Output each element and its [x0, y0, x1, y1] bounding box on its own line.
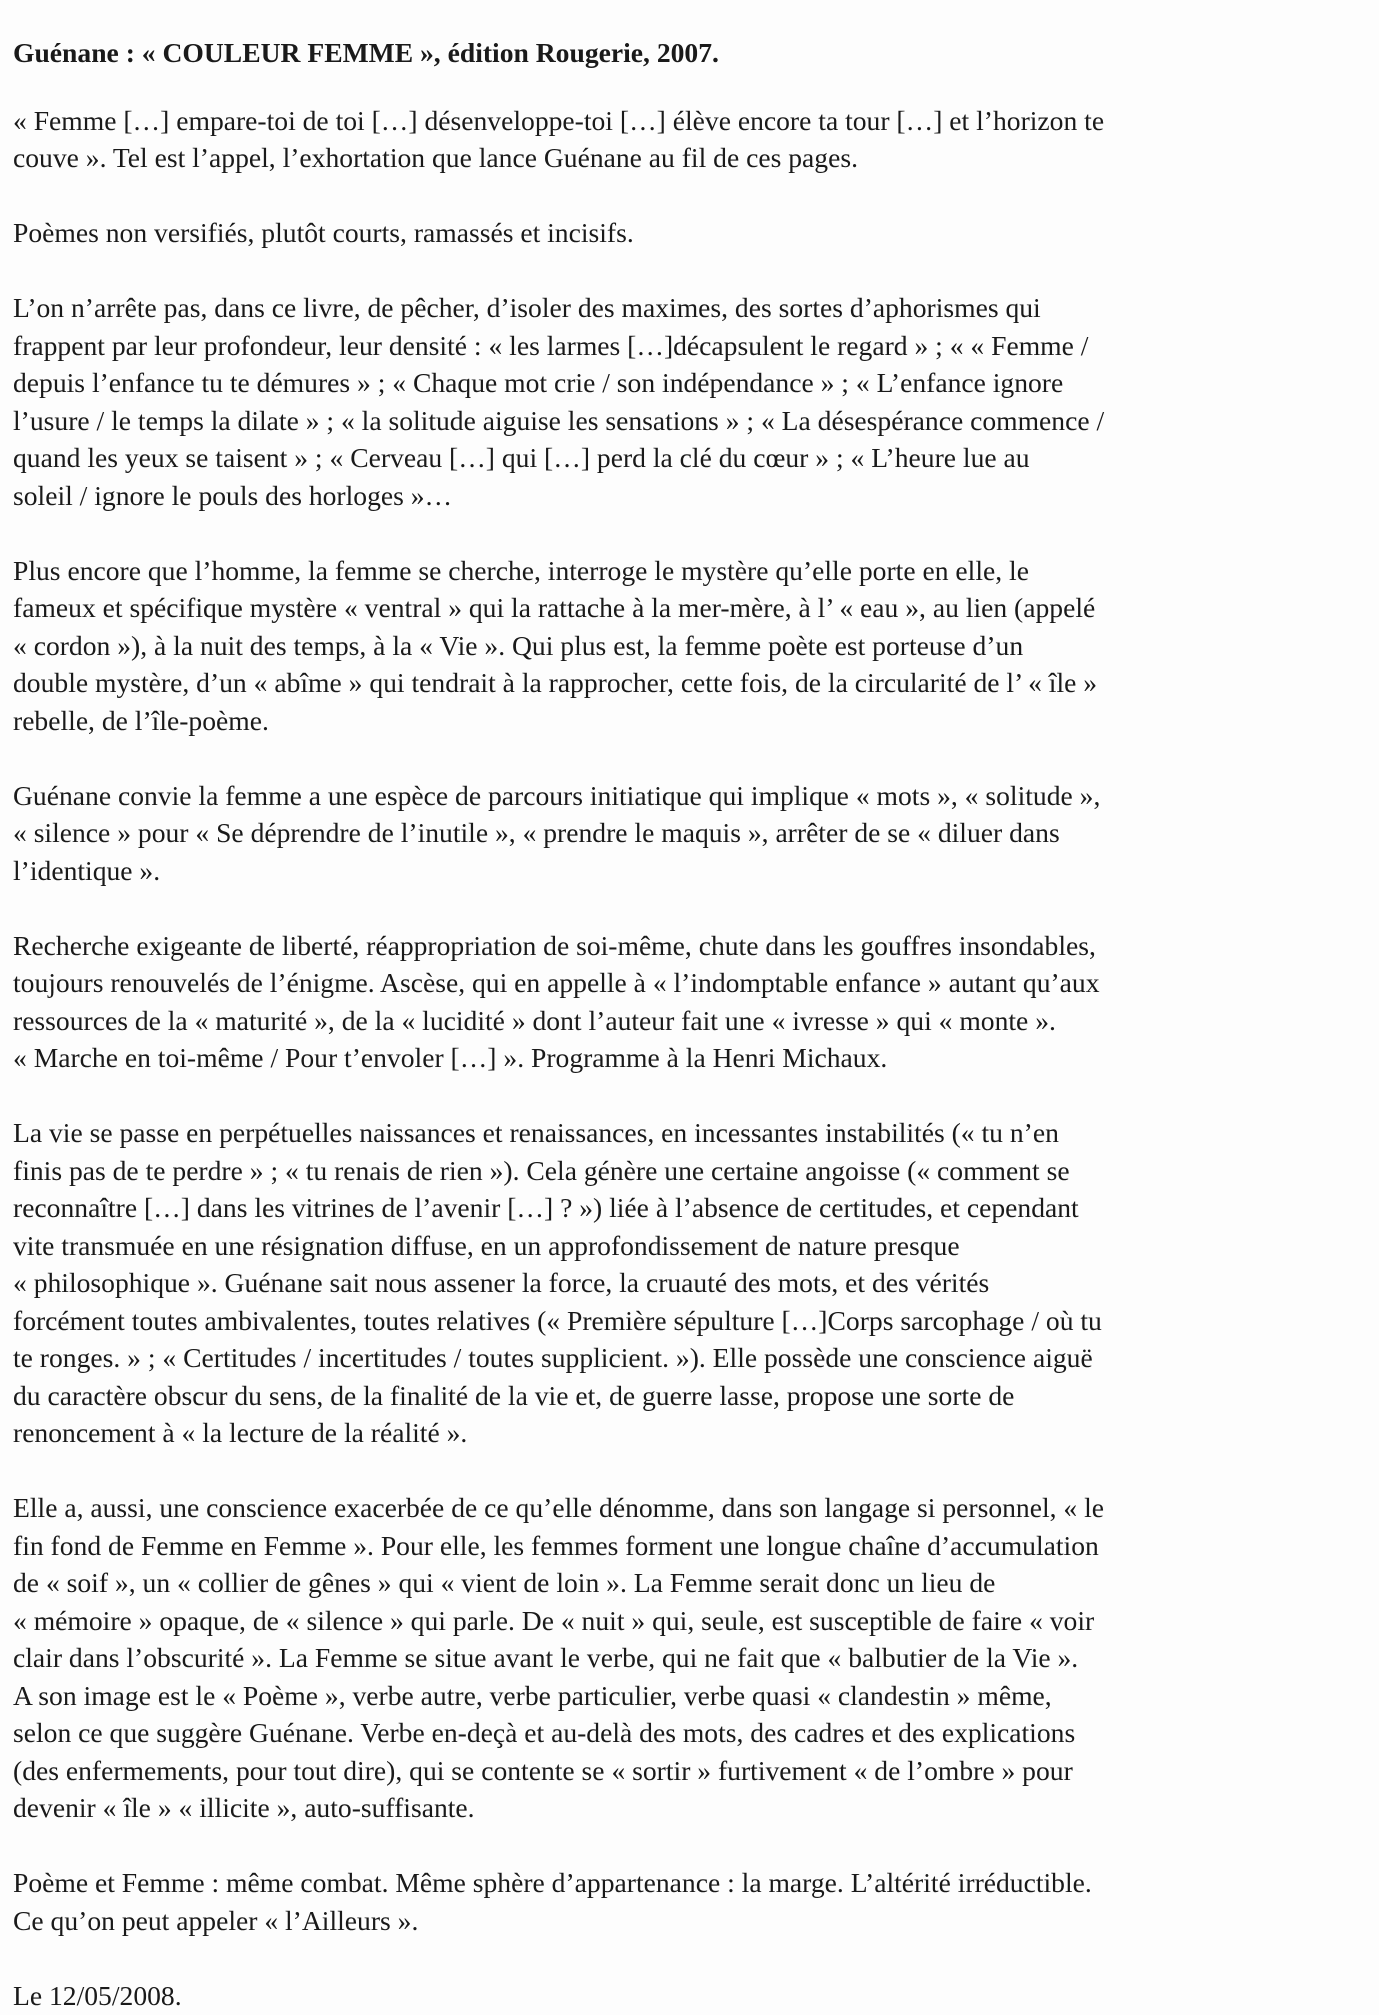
paragraph — [13, 552, 1353, 740]
paragraph — [13, 1114, 1353, 1452]
text-line: finis pas de te perdre » ; « tu renais de rien »). Cela génère une certaine angoisse (« comment se — [13, 1154, 1070, 1186]
paragraph — [13, 1864, 1353, 1939]
paragraph — [13, 289, 1353, 514]
document-title: Guénane : « COULEUR FEMME », édition Rougerie, 2007. — [13, 37, 719, 68]
text-line: A son image est le « Poème », verbe autre, verbe particulier, verbe quasi « clandestin » même, — [13, 1679, 1052, 1711]
text-line: « silence » pour « Se déprendre de l’inutile », « prendre le maquis », arrêter de se « diluer dans — [13, 817, 1060, 848]
text-line: te ronges. » ; « Certitudes / incertitudes / toutes supplicient. »). Elle possède une conscience aiguë — [13, 1342, 1093, 1373]
text-line: « mémoire » opaque, de « silence » qui parle. De « nuit » qui, seule, est susceptible de faire « voir — [13, 1604, 1095, 1636]
text-line: « philosophique ». Guénane sait nous assener la force, la cruauté des mots, et des vérités — [13, 1267, 990, 1298]
text-line: fin fond de Femme en Femme ». Pour elle, les femmes forment une longue chaîne d’accumulation — [13, 1529, 1099, 1561]
text-line: Ce qu’on peut appeler « l’Ailleurs ». — [13, 1904, 419, 1936]
text-line: de « soif », un « collier de gênes » qui « vient de loin ». La Femme serait donc un lieu de — [13, 1567, 996, 1598]
date-line: Le 12/05/2008. — [13, 1979, 182, 2011]
text-line: soleil / ignore le pouls des horloges »… — [13, 479, 453, 511]
text-line: fameux et spécifique mystère « ventral » qui la rattache à la mer-mère, à l’ « eau », au lien (appelé — [13, 592, 1096, 623]
text-line: clair dans l’obscurité ». La Femme se situe avant le verbe, qui ne fait que « balbutier de la Vie ». — [13, 1642, 1079, 1673]
text-line: reconnaître […] dans les vitrines de l’avenir […] ? ») liée à l’absence de certitudes, et cependant — [13, 1192, 1079, 1223]
paragraph — [13, 927, 1353, 1077]
paragraph — [13, 102, 1353, 177]
text-line: Elle a, aussi, une conscience exacerbée de ce qu’elle dénomme, dans son langage si personnel, « le — [13, 1492, 1105, 1523]
text-line: quand les yeux se taisent » ; « Cerveau […] qui […] perd la clé du cœur » ; « L’heure lue au — [13, 442, 1030, 473]
text-line: devenir « île » « illicite », auto-suffisante. — [13, 1792, 475, 1823]
text-line: depuis l’enfance tu te démures » ; « Chaque mot crie / son indépendance » ; « L’enfance ignore — [13, 367, 1064, 398]
text-line: double mystère, d’un « abîme » qui tendrait à la rapprocher, cette fois, de la circularité de l’ « île » — [13, 667, 1098, 698]
text-line: Guénane convie la femme a une espèce de parcours initiatique qui implique « mots », « solitude », — [13, 779, 1101, 811]
text-line: frappent par leur profondeur, leur densité : « les larmes […]décapsulent le regard » ; « « Femme / — [13, 329, 1089, 361]
text-line: « Marche en toi-même / Pour t’envoler […] ». Programme à la Henri Michaux. — [13, 1042, 888, 1073]
text-line: L’on n’arrête pas, dans ce livre, de pêcher, d’isoler des maximes, des sortes d’aphorismes qui — [13, 292, 1041, 323]
text-line: l’usure / le temps la dilate » ; « la solitude aiguise les sensations » ; « La désespérance commence / — [13, 404, 1105, 436]
paragraph — [13, 1489, 1353, 1827]
text-line: couve ». Tel est l’appel, l’exhortation que lance Guénane au fil de ces pages. — [13, 142, 858, 173]
text-line: rebelle, de l’île-poème. — [13, 704, 269, 736]
text-line: toujours renouvelés de l’énigme. Ascèse, qui en appelle à « l’indomptable enfance » autant qu’aux — [13, 967, 1100, 998]
text-line: Poèmes non versifiés, plutôt courts, ramassés et incisifs. — [13, 217, 634, 248]
text-line: du caractère obscur du sens, de la finalité de la vie et, de guerre lasse, propose une sorte de — [13, 1379, 1015, 1411]
text-line: vite transmuée en une résignation diffuse, en un approfondissement de nature presque — [13, 1229, 960, 1261]
text-line: selon ce que suggère Guénane. Verbe en-deçà et au-delà des mots, des cadres et des explications — [13, 1717, 1076, 1748]
text-line: Recherche exigeante de liberté, réappropriation de soi-même, chute dans les gouffres insondables, — [13, 929, 1096, 961]
text-line: ressources de la « maturité », de la « lucidité » dont l’auteur fait une « ivresse » qui « monte ». — [13, 1004, 1056, 1036]
paragraph-list — [13, 102, 1353, 1940]
text-line: Poème et Femme : même combat. Même sphère d’appartenance : la marge. L’altérité irréductible. — [13, 1867, 1092, 1898]
text-line: renoncement à « la lecture de la réalité ». — [13, 1417, 468, 1448]
paragraph — [13, 777, 1353, 890]
text-line: (des enfermements, pour tout dire), qui se contente se « sortir » furtivement « de l’ombre » pour — [13, 1754, 1073, 1786]
text-line: La vie se passe en perpétuelles naissances et renaissances, en incessantes instabilités (« tu n’en — [13, 1117, 1059, 1148]
text-line: Plus encore que l’homme, la femme se cherche, interroge le mystère qu’elle porte en elle, le — [13, 554, 1029, 586]
document-body — [13, 34, 1353, 2014]
text-line: l’identique ». — [13, 854, 161, 886]
text-line: « Femme […] empare-toi de toi […] désenveloppe-toi […] élève encore ta tour […] et l’horizon te — [13, 104, 1105, 136]
text-line: « cordon »), à la nuit des temps, à la « Vie ». Qui plus est, la femme poète est porteuse d’un — [13, 629, 1024, 661]
text-line: forcément toutes ambivalentes, toutes relatives (« Première sépulture […]Corps sarcophage / où tu — [13, 1304, 1102, 1336]
paragraph — [13, 214, 1353, 252]
